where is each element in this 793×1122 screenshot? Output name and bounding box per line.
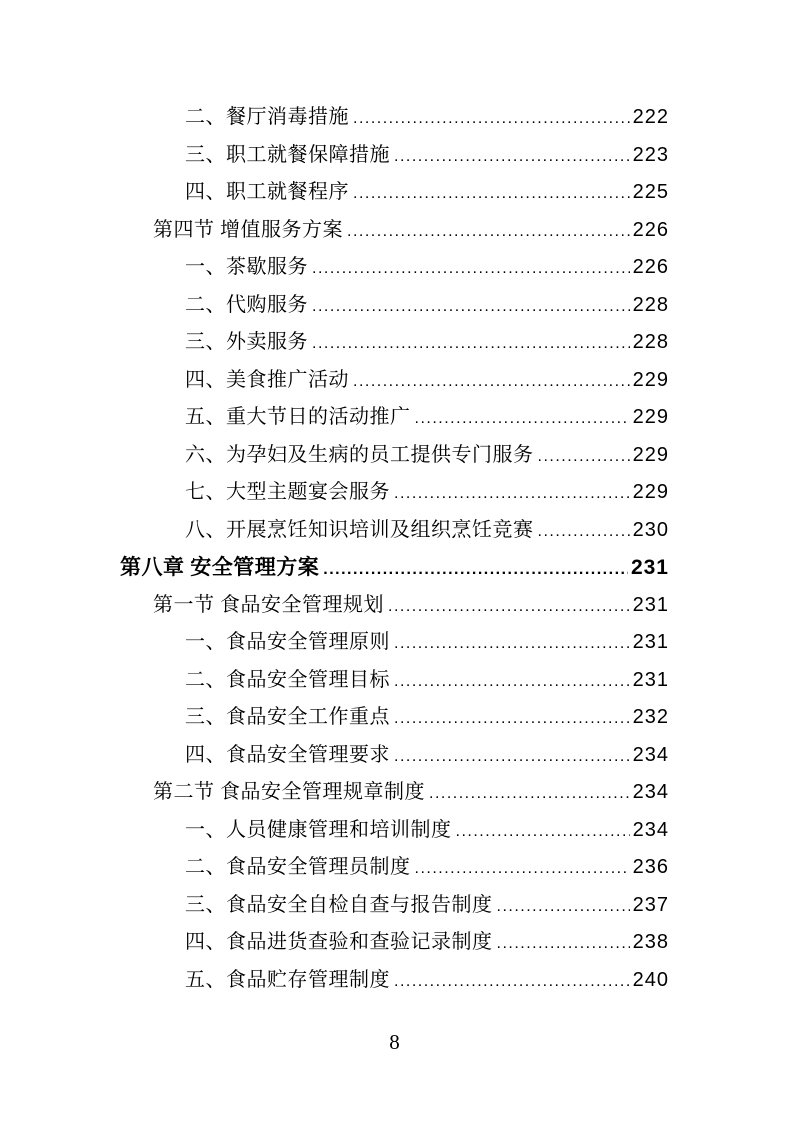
toc-entry-label: 第一节 食品安全管理规划 [153,593,384,616]
toc-entry[interactable] [120,287,669,325]
toc-entry-label: 四、食品安全管理要求 [185,743,390,766]
toc-entry-page: 231 [630,556,669,579]
toc-entry[interactable] [120,624,669,662]
toc-entry-label: 四、食品进货查验和查验记录制度 [185,931,493,953]
toc-dot-leader [497,887,630,926]
toc-dot-leader [394,699,630,738]
toc-entry-label: 二、餐厅消毒措施 [185,106,349,128]
toc-entry-page: 225 [632,181,669,203]
toc-entry[interactable] [120,849,669,887]
toc-entry-label: 第八章 安全管理方案 [120,555,320,579]
toc-dot-leader [347,212,630,251]
toc-dot-leader [415,399,630,438]
toc-entry-page: 223 [632,143,669,166]
toc-entry[interactable] [120,662,669,700]
toc-entry-label: 三、食品安全自检自查与报告制度 [185,893,493,916]
toc-dot-leader [388,587,630,626]
toc-entry-page: 232 [632,706,669,728]
toc-entry-page: 229 [632,368,669,391]
toc-entry[interactable] [120,249,669,287]
toc-entry[interactable] [120,924,669,962]
toc-entry[interactable] [120,212,669,250]
toc-dot-leader [312,324,630,363]
toc-entry-page: 231 [632,668,669,691]
toc-entry[interactable] [120,699,669,737]
toc-entry-label: 六、为孕妇及生病的员工提供专门服务 [185,443,534,466]
page-footer [120,1030,669,1054]
toc-entry-page: 229 [632,406,669,428]
toc-entry-label: 四、美食推广活动 [185,368,349,391]
toc-entry-page: 238 [632,931,669,953]
toc-entry[interactable] [120,99,669,137]
toc-entry-page: 234 [632,781,669,803]
toc-entry-page: 234 [632,743,669,766]
toc-entry-page: 230 [632,518,669,541]
table-of-contents [120,99,669,999]
toc-entry[interactable] [120,737,669,775]
toc-entry[interactable] [120,887,669,925]
toc-entry-label: 二、代购服务 [185,293,308,316]
toc-entry-label: 第四节 增值服务方案 [153,218,343,241]
toc-dot-leader [456,812,630,851]
toc-dot-leader [415,849,630,888]
toc-entry-page: 228 [632,293,669,316]
toc-entry[interactable] [120,399,669,437]
toc-entry-page: 226 [632,218,669,241]
toc-dot-leader [353,362,630,401]
toc-dot-leader [312,249,630,288]
toc-entry-label: 五、食品贮存管理制度 [185,968,390,991]
toc-dot-leader [394,662,630,701]
toc-entry-page: 237 [632,893,669,916]
toc-dot-leader [538,437,630,476]
toc-entry-label: 七、大型主题宴会服务 [185,481,390,503]
toc-dot-leader [394,737,630,776]
toc-dot-leader [394,137,630,176]
toc-entry-label: 八、开展烹饪知识培训及组织烹饪竞赛 [185,518,534,541]
toc-entry-page: 236 [632,856,669,878]
toc-entry[interactable] [120,474,669,512]
toc-dot-leader [353,99,630,138]
toc-dot-leader [394,474,630,513]
toc-entry[interactable] [120,362,669,400]
toc-entry-label: 三、职工就餐保障措施 [185,143,390,166]
toc-entry-label: 一、茶歇服务 [185,256,308,278]
toc-entry-page: 229 [632,443,669,466]
toc-entry-label: 一、人员健康管理和培训制度 [185,818,452,841]
toc-dot-leader [538,512,630,551]
toc-entry[interactable] [120,137,669,175]
toc-entry-label: 二、食品安全管理员制度 [185,856,411,878]
toc-entry-label: 五、重大节日的活动推广 [185,406,411,428]
toc-entry[interactable] [120,174,669,212]
toc-entry[interactable] [120,774,669,812]
toc-entry-page: 240 [632,968,669,991]
toc-dot-leader [323,549,628,589]
toc-dot-leader [353,174,630,213]
toc-entry-page: 234 [632,818,669,841]
toc-entry-page: 229 [632,481,669,503]
toc-entry-page: 226 [632,256,669,278]
toc-entry[interactable] [120,512,669,550]
toc-entry[interactable] [120,549,669,587]
toc-entry-page: 222 [632,106,669,128]
toc-entry-label: 第二节 食品安全管理规章制度 [153,781,425,803]
toc-dot-leader [497,924,630,963]
toc-entry[interactable] [120,812,669,850]
toc-entry-label: 三、食品安全工作重点 [185,706,390,728]
toc-dot-leader [394,624,630,663]
toc-entry-label: 二、食品安全管理目标 [185,668,390,691]
toc-entry-label: 一、食品安全管理原则 [185,631,390,653]
toc-entry-page: 231 [632,593,669,616]
toc-dot-leader [394,962,630,1001]
toc-entry-label: 三、外卖服务 [185,331,308,353]
toc-dot-leader [312,287,630,326]
toc-dot-leader [429,774,630,813]
toc-entry-page: 231 [632,631,669,653]
toc-entry[interactable] [120,437,669,475]
toc-entry-label: 四、职工就餐程序 [185,181,349,203]
toc-entry[interactable] [120,324,669,362]
toc-entry-page: 228 [632,331,669,353]
page-number: 8 [389,1030,400,1054]
toc-entry[interactable] [120,587,669,625]
toc-entry[interactable] [120,962,669,1000]
